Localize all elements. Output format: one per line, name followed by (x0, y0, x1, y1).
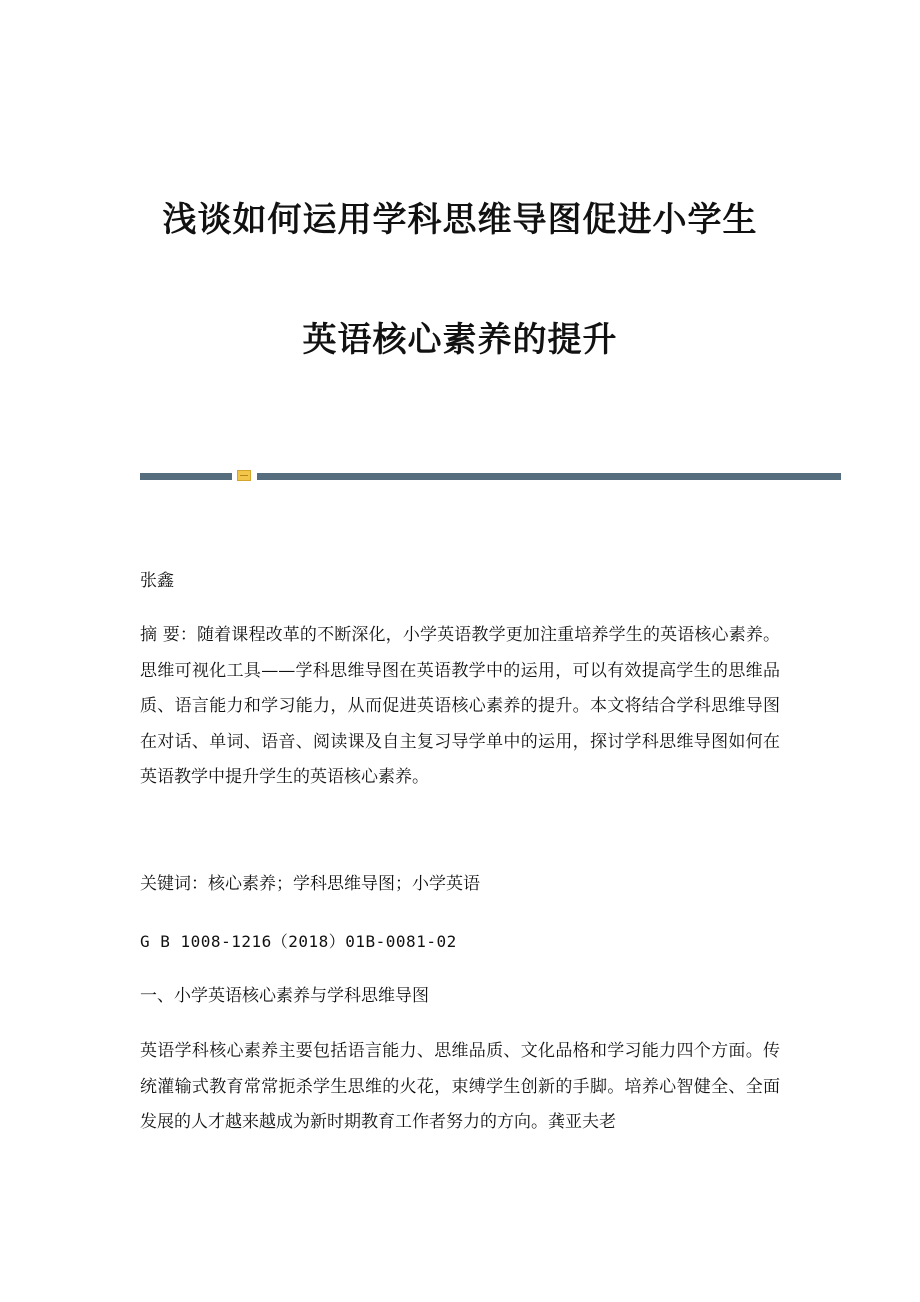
keywords-line: 关键词：核心素养；学科思维导图；小学英语 (140, 874, 480, 894)
abstract-paragraph: 摘 要：随着课程改革的不断深化，小学英语教学更加注重培养学生的英语核心素养。思维可视化工具——学科思维导图在英语教学中的运用，可以有效提高学生的思维品质、语言能力和学习能力，从而促进英语核心素养的提升。本文将结合学科思维导图在对话、单词、语音、阅读课及自主复习导学单中的运用，探讨学科思维导图如何在英语教学中提升学生的英语核心素养。 (140, 625, 780, 787)
classification-code: G B 1008-1216（2018）01B-0081-02 (140, 932, 457, 951)
paper-title-line-1: 浅谈如何运用学科思维导图促进小学生 (162, 200, 758, 240)
title-divider-right (257, 473, 841, 480)
author-name: 张鑫 (140, 571, 174, 591)
section-1-paragraph: 英语学科核心素养主要包括语言能力、思维品质、文化品格和学习能力四个方面。传统灌输式教育常常扼杀学生思维的火花，束缚学生创新的手脚。培养心智健全、全面发展的人才越来越成为新时期教育工作者努力的方向。龚亚夫老 (140, 1041, 780, 1132)
divider-ornament-icon (237, 470, 251, 481)
section-heading-1: 一、小学英语核心素养与学科思维导图 (140, 986, 429, 1006)
paper-title-line-2: 英语核心素养的提升 (302, 320, 618, 360)
title-divider-left (140, 473, 232, 480)
